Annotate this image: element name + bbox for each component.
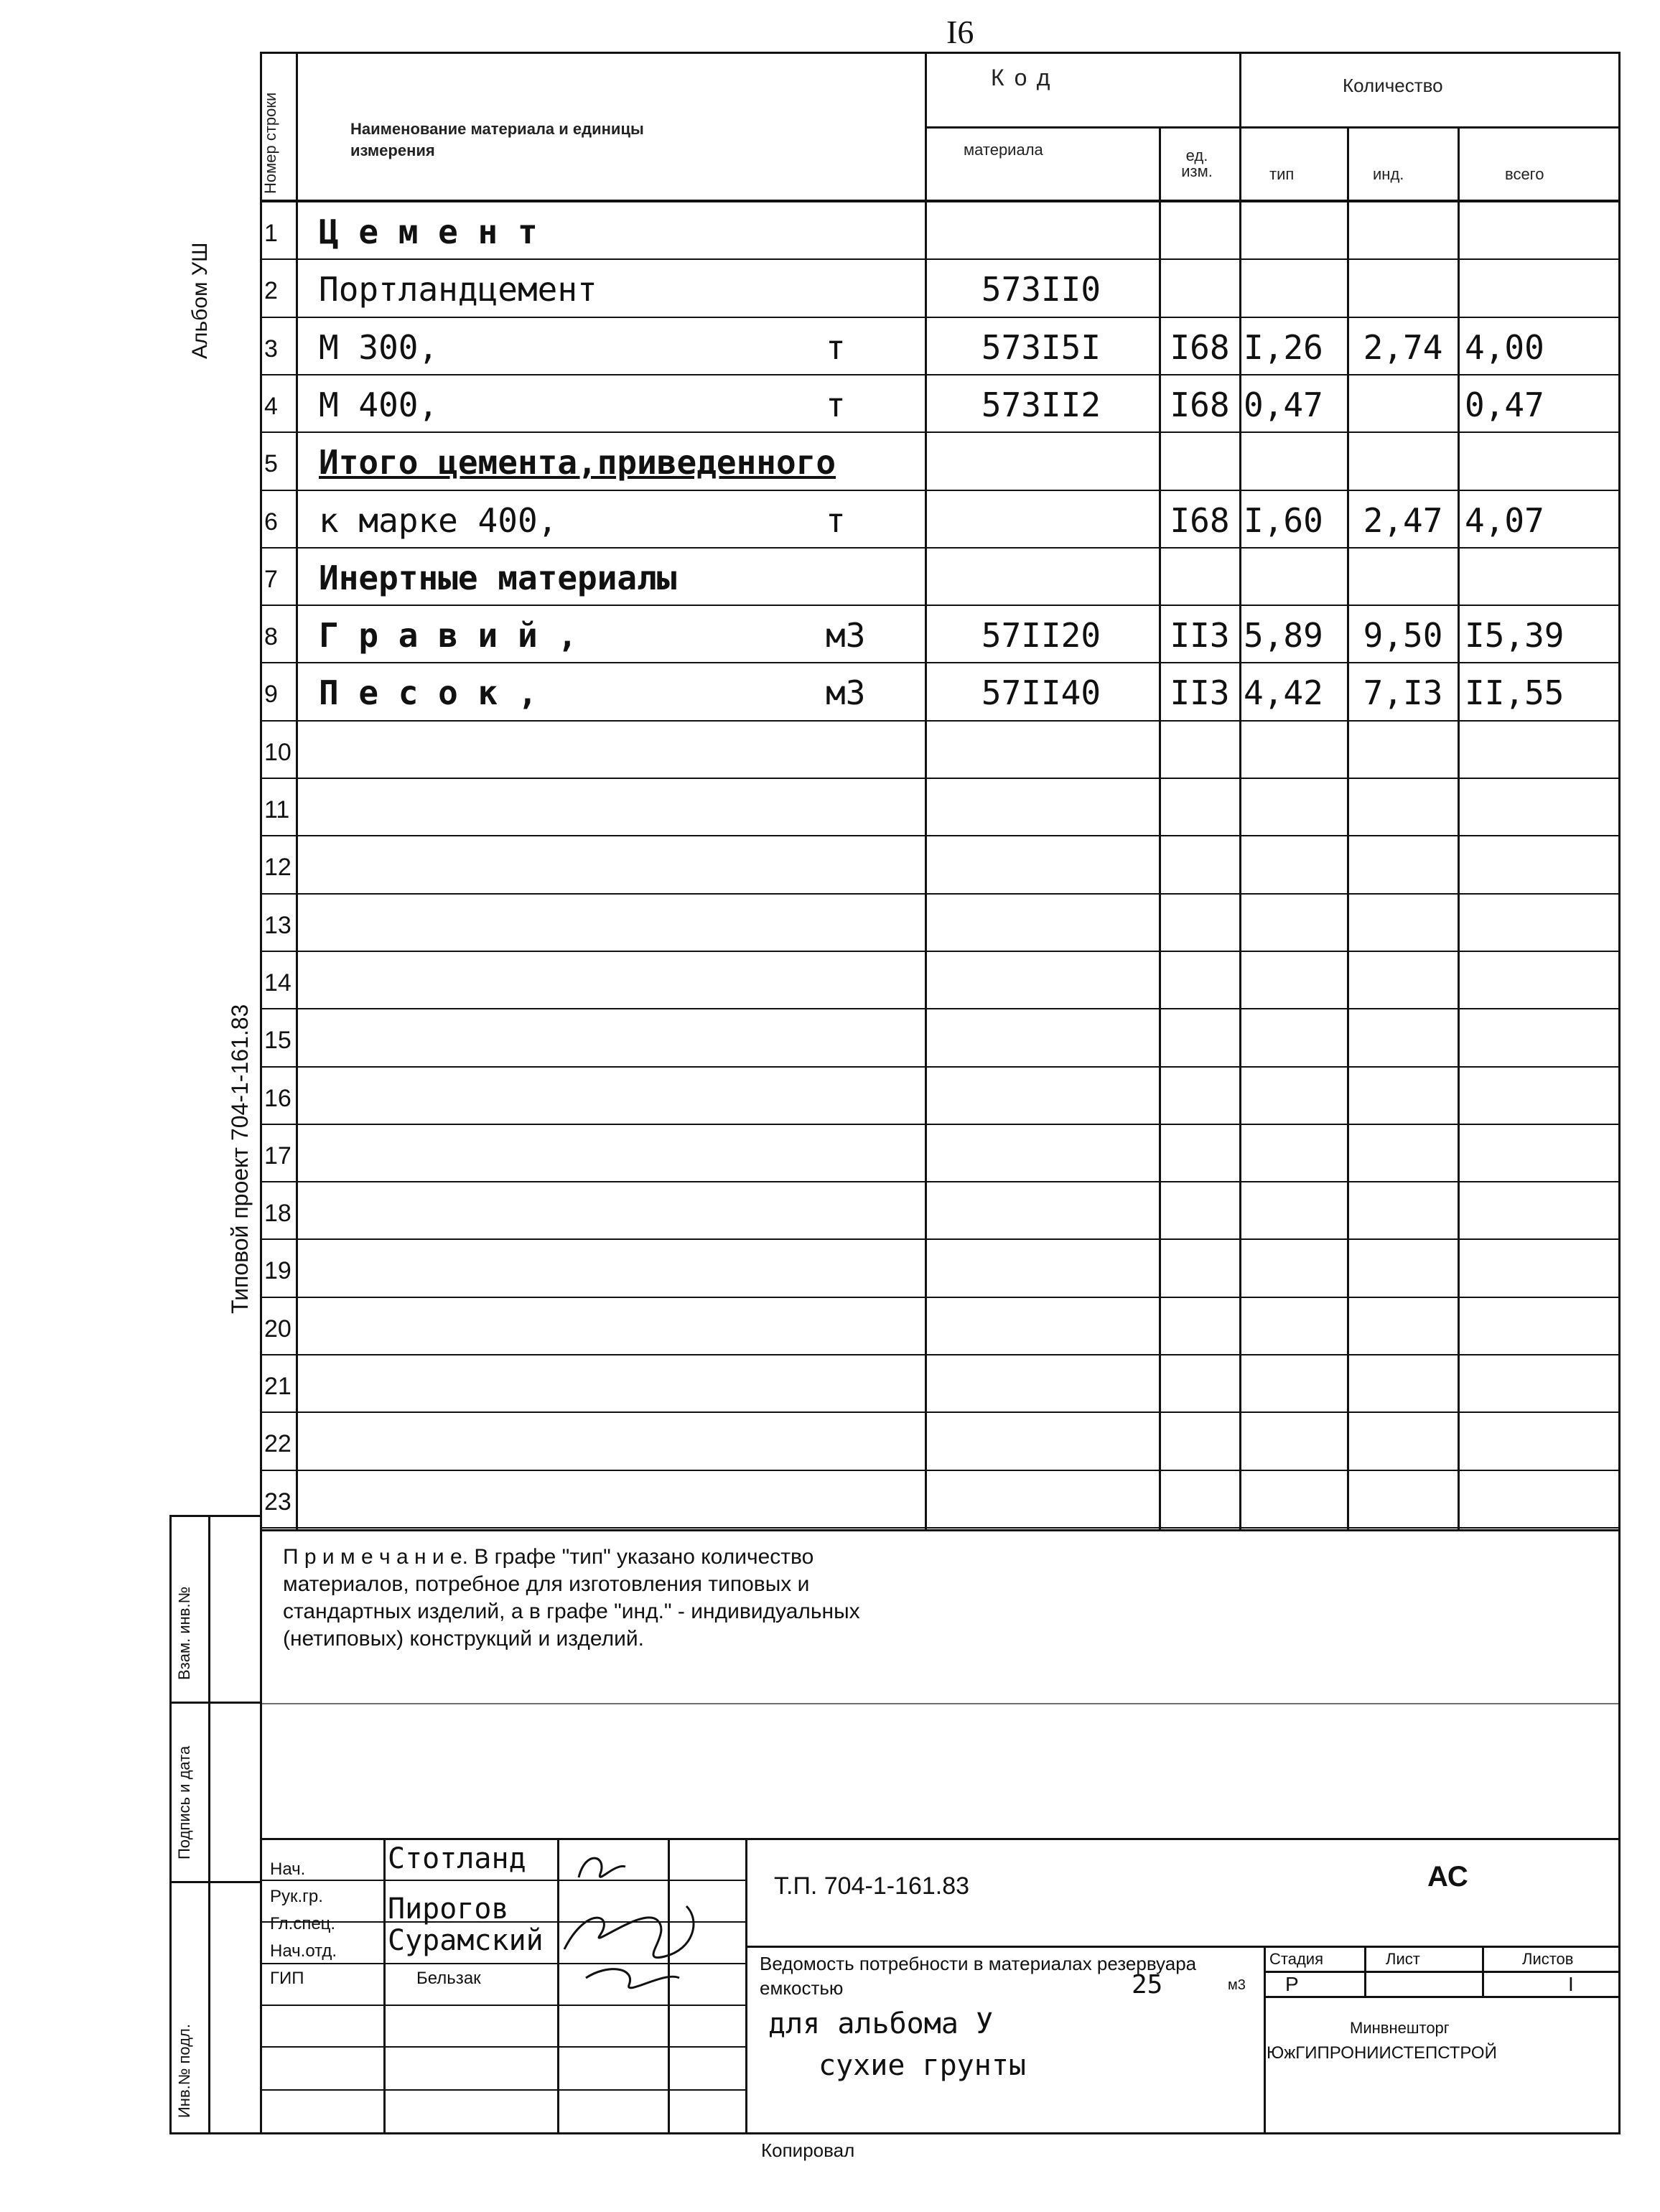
cell-unit-code: I68 bbox=[1170, 327, 1230, 367]
cell-n: 22 bbox=[264, 1430, 292, 1458]
cell-n: 5 bbox=[264, 450, 278, 478]
cell-n: 14 bbox=[264, 969, 292, 997]
cell-type: I,26 bbox=[1244, 327, 1323, 367]
col-line bbox=[925, 52, 927, 1531]
header-bottom-line bbox=[260, 200, 1621, 202]
tb-role: ГИП bbox=[270, 1969, 304, 1988]
cell-name: Инертные материалы bbox=[319, 558, 677, 597]
cell-n: 23 bbox=[264, 1488, 292, 1516]
cell-name: П е с о к , bbox=[319, 673, 538, 713]
cell-name: Итого цемента,приведенного bbox=[319, 443, 836, 482]
cell-n: 17 bbox=[264, 1142, 292, 1170]
tb-role: Нач.отд. bbox=[270, 1941, 337, 1961]
cell-n: 11 bbox=[264, 796, 290, 823]
cell-total: 4,07 bbox=[1465, 500, 1544, 540]
row-separator bbox=[260, 374, 1621, 375]
col-line bbox=[1239, 52, 1241, 1531]
tb-line bbox=[260, 2046, 745, 2048]
tb-col bbox=[745, 1838, 747, 2132]
header-q-total: всего bbox=[1505, 165, 1544, 183]
header-row-no: Номер строки bbox=[261, 92, 279, 194]
cell-unit: т bbox=[826, 385, 846, 424]
cell-n: 2 bbox=[264, 277, 278, 305]
cell-type: 4,42 bbox=[1244, 673, 1323, 713]
cell-n: 10 bbox=[264, 738, 292, 766]
doc-mark: АС bbox=[1427, 1861, 1468, 1893]
sheets-label: Листов bbox=[1522, 1950, 1574, 1968]
tb-role: Нач. bbox=[270, 1859, 306, 1879]
cell-n: 1 bbox=[264, 220, 278, 247]
doc-description: Ведомость потребности в материалах резервуара емкостью bbox=[760, 1953, 1197, 1999]
cell-type: 5,89 bbox=[1244, 616, 1323, 655]
cell-unit: м3 bbox=[826, 673, 866, 713]
cell-n: 20 bbox=[264, 1315, 292, 1343]
cell-code: 57II20 bbox=[981, 616, 1101, 655]
row-separator bbox=[260, 1124, 1621, 1125]
cell-unit: т bbox=[826, 327, 846, 367]
cell-n: 3 bbox=[264, 335, 278, 363]
tb-line bbox=[745, 1946, 1618, 1948]
org-2: ЮжГИПРОНИИСТЕПСТРОЙ bbox=[1267, 2043, 1497, 2063]
album-label: Альбом УШ bbox=[188, 242, 212, 359]
note-line bbox=[260, 1703, 1621, 1704]
project-label: Типовой проект 704-1-161.83 bbox=[227, 1004, 253, 1314]
sign-date-label: Подпись и дата bbox=[175, 1745, 193, 1859]
cell-name: к марке 400, bbox=[319, 500, 558, 540]
signature-image bbox=[557, 1842, 744, 2007]
col-line bbox=[1159, 126, 1161, 1531]
row-separator bbox=[260, 431, 1621, 433]
tb-name: Бельзак bbox=[416, 1969, 481, 1988]
row-separator bbox=[260, 893, 1621, 895]
cell-unit-code: II3 bbox=[1170, 616, 1230, 655]
header-code: Код bbox=[991, 65, 1060, 90]
row-separator bbox=[260, 1297, 1621, 1298]
row-separator bbox=[260, 1008, 1621, 1009]
cell-name: Г р а в и й , bbox=[319, 616, 578, 655]
cell-ind: 7,I3 bbox=[1363, 673, 1443, 713]
sheets-value: I bbox=[1568, 1973, 1574, 1995]
header-name: Наименование материала и единицы измерения bbox=[350, 120, 644, 159]
row-separator bbox=[260, 835, 1621, 836]
stage-value: Р bbox=[1285, 1973, 1299, 1995]
tb-line bbox=[1264, 1996, 1618, 1998]
cell-n: 7 bbox=[264, 565, 278, 593]
header-code-unit: ед. изм. bbox=[1181, 146, 1213, 180]
tb-top-line bbox=[260, 1838, 1621, 1840]
cell-unit: м3 bbox=[826, 616, 866, 655]
cell-total: II,55 bbox=[1465, 673, 1565, 713]
cell-name: Ц е м е н т bbox=[319, 213, 538, 251]
tb-line bbox=[1264, 1971, 1618, 1973]
row-separator bbox=[260, 1411, 1621, 1413]
replace-inv-label: Взам. инв.№ bbox=[175, 1586, 193, 1680]
header-code-material: материала bbox=[964, 141, 1043, 159]
row-separator bbox=[260, 1354, 1621, 1355]
tb-name: Сурамский bbox=[388, 1924, 544, 1957]
row-separator bbox=[260, 258, 1621, 260]
header-line bbox=[925, 126, 1618, 129]
cell-unit-code: I68 bbox=[1170, 500, 1230, 540]
cell-ind: 2,47 bbox=[1363, 500, 1443, 540]
cell-n: 16 bbox=[264, 1084, 292, 1112]
cell-type: I,60 bbox=[1244, 500, 1323, 540]
doc-volume: 25 bbox=[1132, 1970, 1163, 1999]
inv-no-label: Инв.№ подл. bbox=[175, 2024, 193, 2118]
cell-unit-code: I68 bbox=[1170, 385, 1230, 424]
col-line bbox=[296, 52, 298, 1531]
tb-line bbox=[260, 2089, 745, 2091]
footer-copied: Копировал bbox=[761, 2139, 855, 2161]
tb-name: Стотланд bbox=[388, 1842, 526, 1875]
cell-ind: 2,74 bbox=[1363, 327, 1443, 367]
cell-name: Портландцемент bbox=[319, 270, 597, 309]
row-separator bbox=[260, 1470, 1621, 1471]
doc-volume-unit: м3 bbox=[1228, 1977, 1246, 1993]
sheet-number: I6 bbox=[946, 14, 974, 50]
cell-n: 6 bbox=[264, 508, 278, 536]
cell-ind: 9,50 bbox=[1363, 616, 1443, 655]
tb-col bbox=[1264, 1946, 1266, 2132]
cell-code: 57II40 bbox=[981, 673, 1101, 713]
cell-code: 573I5I bbox=[981, 327, 1101, 367]
row-separator bbox=[260, 778, 1621, 779]
row-separator bbox=[260, 1238, 1621, 1240]
header-quantity: Количество bbox=[1343, 75, 1443, 96]
cell-total: 4,00 bbox=[1465, 327, 1544, 367]
row-separator bbox=[260, 1066, 1621, 1068]
row-separator bbox=[260, 490, 1621, 491]
row-separator bbox=[260, 1527, 1621, 1529]
cell-n: 19 bbox=[264, 1257, 292, 1285]
doc-code: Т.П. 704-1-161.83 bbox=[774, 1872, 970, 1900]
cell-total: I5,39 bbox=[1465, 616, 1565, 655]
col-line bbox=[1458, 126, 1460, 1531]
row-separator bbox=[260, 951, 1621, 952]
cell-unit-code: II3 bbox=[1170, 673, 1230, 713]
row-separator bbox=[260, 317, 1621, 318]
cell-type: 0,47 bbox=[1244, 385, 1323, 424]
cell-total: 0,47 bbox=[1465, 385, 1544, 424]
cell-n: 15 bbox=[264, 1027, 292, 1055]
cell-n: 8 bbox=[264, 623, 278, 651]
tb-role: Гл.спец. bbox=[270, 1914, 336, 1933]
cell-n: 4 bbox=[264, 392, 278, 420]
cell-n: 21 bbox=[264, 1373, 292, 1400]
org-1: Минвнешторг bbox=[1350, 2019, 1450, 2037]
cell-n: 12 bbox=[264, 854, 292, 882]
tb-name: Пирогов bbox=[388, 1893, 509, 1926]
row-separator bbox=[260, 720, 1621, 722]
doc-description-3: сухие грунты bbox=[819, 2049, 1026, 2082]
col-line bbox=[1347, 126, 1349, 1531]
cell-n: 13 bbox=[264, 911, 292, 939]
cell-code: 573II0 bbox=[981, 270, 1101, 309]
row-separator bbox=[260, 1181, 1621, 1182]
cell-n: 18 bbox=[264, 1200, 292, 1228]
cell-name: М 300, bbox=[319, 327, 439, 367]
tb-role: Рук.гр. bbox=[270, 1887, 323, 1906]
header-q-type: тип bbox=[1269, 165, 1295, 183]
doc-description-2: для альбома У bbox=[768, 2007, 994, 2040]
cell-name: М 400, bbox=[319, 385, 439, 424]
stage-label: Стадия bbox=[1269, 1950, 1323, 1968]
cell-unit: т bbox=[826, 500, 846, 540]
note-text: П р и м е ч а н и е. В графе "тип" указано количество материалов, потребное для изготовления типовых и стандартных изделий, а в графе "инд." - индивидуальных (нетиповых) конструкций и изделий. bbox=[283, 1545, 860, 1651]
table-bottom-line bbox=[260, 1529, 1621, 1531]
row-separator bbox=[260, 662, 1621, 663]
tb-col bbox=[383, 1838, 386, 2132]
cell-n: 9 bbox=[264, 681, 278, 709]
header-q-ind: инд. bbox=[1373, 165, 1404, 183]
cell-code: 573II2 bbox=[981, 385, 1101, 424]
row-separator bbox=[260, 547, 1621, 549]
sheet-label: Лист bbox=[1386, 1950, 1420, 1968]
row-separator bbox=[260, 605, 1621, 606]
